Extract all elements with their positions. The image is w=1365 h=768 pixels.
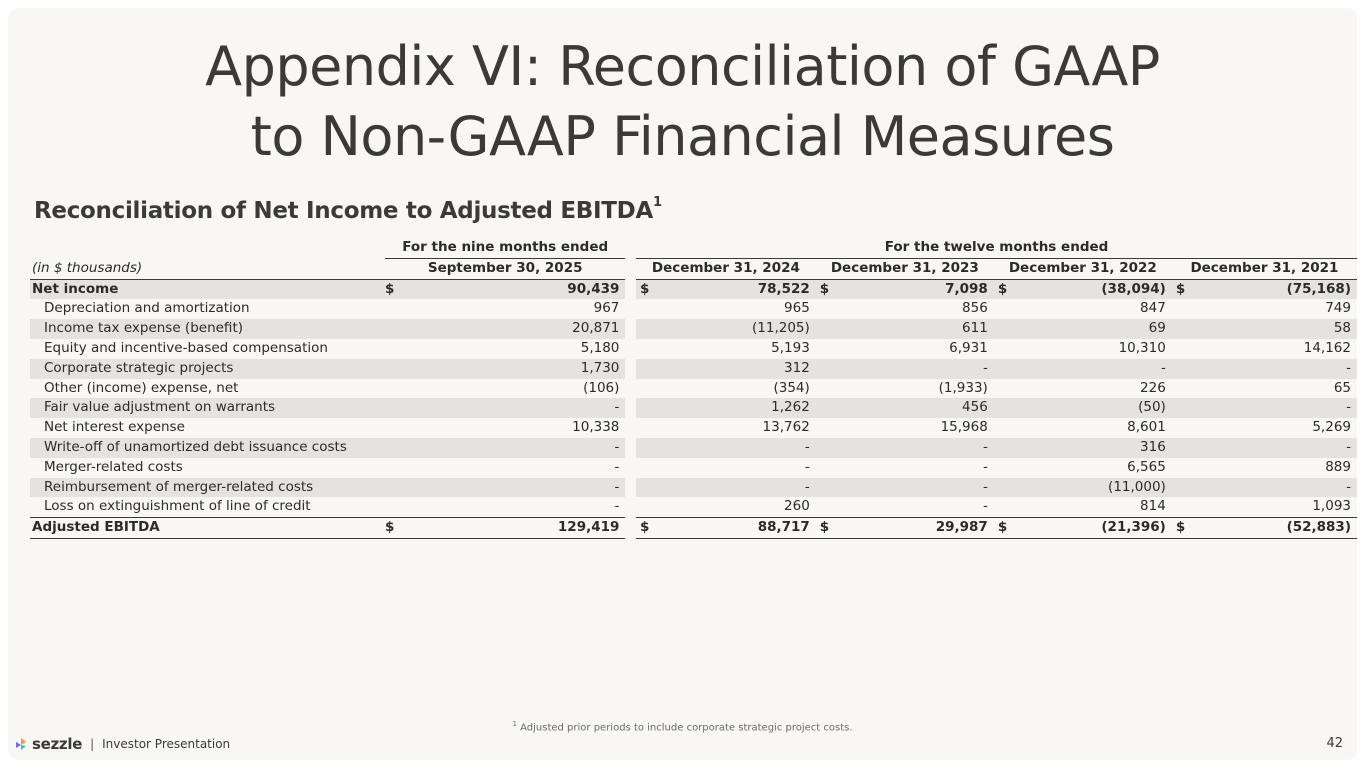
currency-symbol: $ — [636, 279, 662, 299]
cell-value: 129,419 — [416, 518, 625, 539]
currency-symbol — [636, 418, 662, 438]
table-row — [30, 458, 1357, 478]
column-gap — [625, 478, 636, 498]
cell-value: 1,093 — [1312, 498, 1351, 515]
row-label: Depreciation and amortization — [44, 300, 250, 317]
currency-symbol — [816, 339, 842, 359]
column-gap — [625, 319, 636, 339]
cell-value: - — [416, 478, 625, 498]
cell-value: 14,162 — [1303, 339, 1351, 356]
header-column-row — [30, 258, 1357, 279]
column-gap — [625, 379, 636, 399]
currency-symbol: $ — [636, 518, 662, 539]
currency-symbol — [636, 497, 662, 517]
table-row — [30, 379, 1357, 399]
currency-symbol — [636, 359, 662, 379]
currency-symbol — [1172, 339, 1197, 359]
currency-symbol — [636, 299, 662, 319]
page-title — [8, 32, 1357, 172]
currency-symbol — [385, 319, 416, 339]
currency-symbol — [994, 438, 1019, 458]
table-row — [30, 497, 1357, 517]
cell-value: 7,098 — [841, 279, 993, 299]
cell-value: - — [416, 438, 625, 458]
col-header-dec-2022: December 31, 2022 — [994, 258, 1172, 279]
cell-value: 65 — [1333, 379, 1351, 396]
footer-label: Investor Presentation — [102, 737, 231, 751]
cell-value: 316 — [1019, 438, 1172, 458]
currency-symbol — [385, 339, 416, 359]
column-gap — [625, 339, 636, 359]
cell-value: - — [1197, 398, 1357, 418]
cell-value: 90,439 — [416, 279, 625, 299]
cell-value: 10,310 — [1118, 339, 1166, 356]
currency-symbol — [1172, 458, 1197, 478]
column-gap — [625, 299, 636, 319]
currency-symbol — [1172, 478, 1197, 498]
cell-value: (52,883) — [1197, 518, 1357, 539]
table-row — [30, 478, 1357, 498]
table-row — [30, 319, 1357, 339]
slide — [8, 8, 1357, 760]
cell-value: 10,338 — [572, 419, 620, 436]
cell-value: - — [841, 438, 993, 458]
row-label: Income tax expense (benefit) — [30, 319, 385, 339]
cell-value: - — [1197, 359, 1357, 379]
column-gap — [625, 518, 636, 539]
currency-symbol — [1172, 379, 1197, 399]
table-row — [30, 398, 1357, 418]
currency-symbol — [1172, 319, 1197, 339]
currency-symbol — [994, 418, 1019, 438]
currency-symbol — [994, 458, 1019, 478]
currency-symbol — [994, 319, 1019, 339]
currency-symbol: $ — [994, 279, 1019, 299]
currency-symbol — [385, 398, 416, 418]
cell-value: (38,094) — [1019, 279, 1172, 299]
cell-value: (11,000) — [1019, 478, 1172, 498]
currency-symbol — [994, 379, 1019, 399]
currency-symbol — [385, 359, 416, 379]
currency-symbol — [816, 438, 842, 458]
currency-symbol: $ — [1172, 279, 1197, 299]
cell-value: (354) — [773, 379, 810, 396]
row-label: Loss on extinguishment of line of credit — [44, 498, 311, 515]
table-subtitle — [34, 195, 662, 224]
currency-symbol — [1172, 359, 1197, 379]
currency-symbol — [1172, 438, 1197, 458]
cell-value: - — [841, 359, 993, 379]
cell-value: 78,522 — [662, 279, 816, 299]
cell-value: 1,262 — [662, 398, 816, 418]
currency-symbol — [385, 497, 416, 517]
footer — [14, 735, 230, 753]
column-gap — [625, 359, 636, 379]
cell-value: - — [841, 478, 993, 498]
currency-symbol — [385, 438, 416, 458]
currency-symbol — [816, 418, 842, 438]
currency-symbol: $ — [816, 518, 842, 539]
cell-value: 5,180 — [580, 339, 620, 356]
currency-symbol — [1172, 398, 1197, 418]
column-gap — [625, 458, 636, 478]
cell-value: 5,269 — [1312, 419, 1351, 436]
col-header-sep-2025: September 30, 2025 — [385, 258, 625, 279]
row-label: Merger-related costs — [44, 458, 183, 475]
row-label: Net interest expense — [44, 419, 185, 436]
cell-value: 965 — [784, 300, 810, 317]
currency-symbol — [636, 339, 662, 359]
row-label: Reimbursement of merger-related costs — [30, 478, 385, 498]
row-label: Adjusted EBITDA — [30, 518, 385, 539]
cell-value: - — [662, 438, 816, 458]
cell-value: 456 — [841, 398, 993, 418]
cell-value: 260 — [784, 498, 810, 515]
cell-value: - — [982, 458, 988, 475]
cell-value: (1,933) — [938, 379, 988, 396]
column-gap — [625, 398, 636, 418]
cell-value: 13,762 — [762, 419, 810, 436]
currency-symbol — [385, 379, 416, 399]
table-row — [30, 339, 1357, 359]
cell-value: 20,871 — [416, 319, 625, 339]
currency-symbol — [385, 458, 416, 478]
cell-value: 58 — [1197, 319, 1357, 339]
currency-symbol — [816, 299, 842, 319]
cell-value: 847 — [1140, 300, 1166, 317]
currency-symbol: $ — [994, 518, 1019, 539]
row-adjusted-ebitda — [30, 518, 1357, 539]
row-label: Corporate strategic projects — [30, 359, 385, 379]
currency-symbol: $ — [385, 279, 416, 299]
cell-value: 29,987 — [841, 518, 993, 539]
cell-value: - — [982, 498, 988, 515]
cell-value: 611 — [841, 319, 993, 339]
currency-symbol — [816, 478, 842, 498]
cell-value: - — [662, 478, 816, 498]
cell-value: 5,193 — [771, 339, 810, 356]
currency-symbol — [816, 379, 842, 399]
currency-symbol — [816, 398, 842, 418]
currency-symbol — [636, 379, 662, 399]
cell-value: - — [416, 398, 625, 418]
currency-symbol: $ — [816, 279, 842, 299]
cell-value: 1,730 — [416, 359, 625, 379]
currency-symbol — [385, 418, 416, 438]
cell-value: 6,565 — [1127, 458, 1166, 475]
cell-value: - — [804, 458, 810, 475]
cell-value: 856 — [962, 300, 988, 317]
cell-value: 889 — [1325, 458, 1351, 475]
subtitle-text: Reconciliation of Net Income to Adjusted EBITDA — [34, 198, 653, 224]
currency-symbol — [816, 359, 842, 379]
units-label: (in $ thousands) — [30, 258, 385, 279]
currency-symbol — [994, 359, 1019, 379]
sezzle-logo-icon — [14, 737, 28, 751]
cell-value: (21,396) — [1019, 518, 1172, 539]
row-label: Other (income) expense, net — [44, 379, 239, 396]
footer-separator: | — [90, 737, 95, 751]
footnote — [8, 720, 1357, 733]
currency-symbol — [994, 299, 1019, 319]
cell-value: (75,168) — [1197, 279, 1357, 299]
column-gap — [625, 279, 636, 299]
cell-value: (106) — [583, 379, 620, 396]
table-row — [30, 418, 1357, 438]
brand-name: sezzle — [32, 735, 83, 753]
header-group-twelve-months: For the twelve months ended — [636, 238, 1357, 258]
table-row — [30, 359, 1357, 379]
table-row — [30, 299, 1357, 319]
cell-value: - — [614, 498, 620, 515]
reconciliation-table — [30, 238, 1357, 539]
column-gap — [625, 418, 636, 438]
currency-symbol: $ — [385, 518, 416, 539]
currency-symbol — [385, 478, 416, 498]
currency-symbol — [816, 458, 842, 478]
cell-value: - — [1197, 478, 1357, 498]
currency-symbol — [994, 398, 1019, 418]
cell-value: 226 — [1140, 379, 1166, 396]
cell-value: 15,968 — [940, 419, 988, 436]
cell-value: - — [614, 458, 620, 475]
currency-symbol — [1172, 299, 1197, 319]
row-label: Equity and incentive-based compensation — [44, 339, 328, 356]
cell-value: 967 — [593, 300, 620, 317]
currency-symbol — [636, 438, 662, 458]
table-row — [30, 438, 1357, 458]
header-group-row — [30, 238, 1357, 258]
row-net-income — [30, 279, 1357, 299]
subtitle-footnote-marker: 1 — [652, 195, 662, 210]
column-gap — [625, 497, 636, 517]
footnote-marker: 1 — [512, 720, 517, 728]
currency-symbol — [636, 319, 662, 339]
col-header-dec-2023: December 31, 2023 — [816, 258, 994, 279]
cell-value: - — [1019, 359, 1172, 379]
title-line-2: to Non-GAAP Financial Measures — [250, 105, 1115, 168]
currency-symbol — [636, 478, 662, 498]
cell-value: 814 — [1140, 498, 1166, 515]
row-label: Net income — [30, 279, 385, 299]
currency-symbol — [385, 299, 416, 319]
cell-value: 88,717 — [662, 518, 816, 539]
currency-symbol — [994, 478, 1019, 498]
cell-value: (11,205) — [662, 319, 816, 339]
currency-symbol: $ — [1172, 518, 1197, 539]
row-label: Write-off of unamortized debt issuance costs — [30, 438, 385, 458]
column-gap — [625, 438, 636, 458]
cell-value: 8,601 — [1127, 419, 1166, 436]
col-header-dec-2024: December 31, 2024 — [636, 258, 816, 279]
currency-symbol — [816, 497, 842, 517]
currency-symbol — [816, 319, 842, 339]
cell-value: (50) — [1019, 398, 1172, 418]
cell-value: 749 — [1325, 300, 1351, 317]
currency-symbol — [994, 339, 1019, 359]
footnote-text: Adjusted prior periods to include corporate strategic project costs. — [520, 722, 853, 734]
row-label: Fair value adjustment on warrants — [30, 398, 385, 418]
col-header-dec-2021: December 31, 2021 — [1172, 258, 1357, 279]
page-number: 42 — [1326, 736, 1343, 751]
cell-value: 6,931 — [949, 339, 988, 356]
currency-symbol — [1172, 418, 1197, 438]
currency-symbol — [994, 497, 1019, 517]
cell-value: - — [1197, 438, 1357, 458]
header-group-nine-months: For the nine months ended — [385, 238, 625, 258]
currency-symbol — [1172, 497, 1197, 517]
cell-value: 312 — [662, 359, 816, 379]
currency-symbol — [636, 398, 662, 418]
cell-value: 69 — [1019, 319, 1172, 339]
title-line-1: Appendix VI: Reconciliation of GAAP — [205, 35, 1160, 98]
currency-symbol — [636, 458, 662, 478]
